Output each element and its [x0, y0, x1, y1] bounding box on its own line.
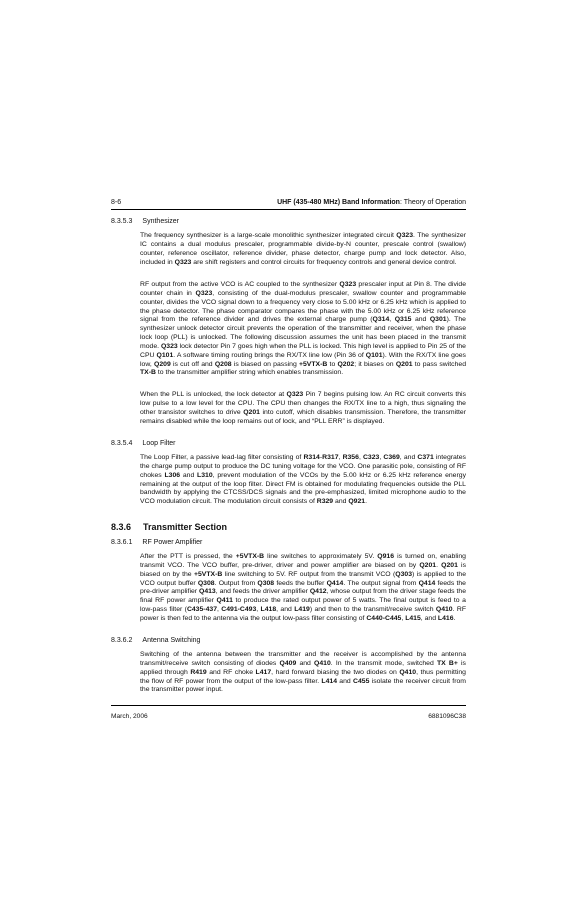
- component-ref: L306: [164, 471, 181, 479]
- text-run: are shift registers and control circuits for frequency controls and general device control.: [191, 258, 457, 266]
- section-heading-synthesizer: [111, 218, 179, 225]
- header-title: [277, 199, 466, 206]
- component-ref: L418: [260, 606, 277, 614]
- component-ref: Q301: [429, 316, 447, 324]
- component-ref: +5VTX-B: [298, 360, 328, 368]
- page-number: 8-6: [111, 199, 122, 206]
- paragraph-synthesizer-1: [140, 232, 466, 267]
- text-run: lock detector Pin 7 goes high when the PLL is locked. This high level is applied to Pin 25 of the CPU: [140, 342, 466, 359]
- text-run: is biased on passing: [231, 360, 299, 368]
- paragraph-synthesizer-3: [140, 391, 466, 426]
- text-run: ) and then to the transmit/receive switch: [309, 606, 436, 614]
- section-heading-antenna-switching: [111, 637, 200, 644]
- section-number: 8.3.6.2: [111, 637, 133, 644]
- section-number: 8.3.5.3: [111, 218, 133, 225]
- component-ref: L415: [405, 614, 421, 622]
- text-run: ,: [401, 614, 406, 622]
- text-run: When the PLL is unlocked, the lock detector at: [140, 391, 287, 398]
- component-ref: L414: [321, 677, 338, 685]
- text-run: is applied through: [140, 659, 466, 676]
- text-run: prescaler input at Pin 8. The divide counter chain in: [140, 281, 466, 297]
- paragraph-rf-power-amplifier: [140, 553, 466, 624]
- text-run: is biased on by the: [140, 561, 467, 578]
- component-ref: Q201: [441, 561, 458, 569]
- section-title: Transmitter Section: [143, 522, 228, 532]
- text-run: , and: [276, 606, 295, 614]
- text-run: into cutoff, which disables transmission. Therefore, the transmitter remains disabled while the loop remains out of lock, and “PLL ERR” is displayed.: [140, 408, 466, 425]
- text-run: and: [411, 316, 430, 324]
- component-ref: Q412: [309, 588, 327, 596]
- component-ref: Q410: [314, 659, 331, 667]
- text-run: and: [333, 498, 349, 506]
- component-ref: +5VTX-B: [235, 553, 265, 560]
- component-ref: L310: [197, 471, 213, 479]
- section-title: Loop Filter: [142, 440, 176, 447]
- component-ref: C371: [417, 454, 434, 461]
- section-title: Synthesizer: [142, 218, 179, 225]
- section-heading-loop-filter: [111, 440, 176, 447]
- text-run: -: [319, 454, 323, 461]
- text-run: ,: [217, 606, 222, 614]
- text-run: ,: [256, 606, 261, 614]
- component-ref: C369: [383, 454, 400, 461]
- paragraph-synthesizer-2: [140, 281, 466, 378]
- header-title-bold: UHF (435-480 MHz) Band Information: [277, 199, 400, 206]
- component-ref: Q323: [160, 342, 178, 350]
- component-ref: Q201: [419, 561, 437, 569]
- text-run: line switches to approximately 5V.: [264, 553, 378, 560]
- component-ref: C435-437: [186, 606, 217, 614]
- component-ref: Q409: [279, 659, 297, 667]
- component-ref: Q414: [326, 579, 344, 587]
- component-ref: Q208: [214, 360, 232, 368]
- text-run: .: [436, 561, 442, 569]
- section-heading-rf-power-amplifier: [111, 539, 202, 546]
- text-run: feeds the pre-driver amplifier: [140, 579, 466, 596]
- component-ref: R314: [303, 454, 320, 461]
- text-run: Switching of the antenna between the transmitter and the receiver is accomplished by the antenna transmit/receive switch consisting of diodes: [140, 651, 466, 667]
- component-ref: Q323: [339, 281, 357, 288]
- component-ref: Q410: [435, 606, 453, 614]
- text-run: The frequency synthesizer is a large-scale monolithic synthesizer integrated circuit: [140, 232, 397, 239]
- header-rule: [111, 209, 466, 210]
- component-ref: C491-C493: [221, 606, 257, 614]
- text-run: . Output from: [214, 579, 258, 587]
- text-run: , and: [420, 614, 438, 622]
- component-ref: C455: [353, 677, 370, 685]
- section-heading-transmitter: [111, 522, 227, 532]
- text-run: , hard forward biasing the two diodes on: [271, 668, 400, 676]
- text-run: integrates the charge pump output to produce the DC tuning voltage for the VCO. One parasitic pole, consisting of RF chokes: [140, 454, 466, 479]
- component-ref: L419: [294, 606, 310, 614]
- component-ref: +5VTX-B: [193, 570, 223, 578]
- text-run: ,: [389, 316, 395, 324]
- text-run: , and feeds the driver amplifier: [215, 588, 310, 596]
- text-run: .: [365, 498, 368, 506]
- text-run: feeds the buffer: [274, 579, 327, 587]
- component-ref: Q916: [377, 553, 395, 560]
- component-ref: Q411: [216, 597, 233, 605]
- component-ref: Q101: [156, 351, 174, 359]
- text-run: .: [453, 614, 456, 622]
- component-ref: Q101: [365, 351, 383, 359]
- component-ref: Q323: [286, 391, 304, 398]
- component-ref: Q323: [195, 289, 213, 297]
- component-ref: Q314: [372, 316, 390, 324]
- component-ref: Q308: [197, 579, 215, 587]
- component-ref: Q201: [243, 408, 260, 416]
- component-ref: TX B+: [436, 659, 458, 667]
- text-run: to: [327, 360, 338, 368]
- text-run: and: [180, 471, 198, 479]
- text-run: ). With the RX/TX line goes low,: [140, 351, 466, 368]
- text-run: ,: [358, 454, 363, 461]
- text-run: , consisting of the dual-modulus prescaler, swallow counter and programmable counter, divides the VCO signal down to a frequency very close to 5.00 kHz or 6.25 kHz which is applied to the phase detector. The phase comparator compares the phase with the 5.00 kHz or 6.25 kHz reference signal from the reference divider and drives the external charge pump (: [140, 289, 466, 324]
- component-ref: Q413: [199, 588, 216, 596]
- text-run: . In the transmit mode, switched: [330, 659, 437, 667]
- component-ref: R317: [322, 454, 339, 461]
- text-run: . The output signal from: [343, 579, 419, 587]
- component-ref: Q209: [154, 360, 171, 368]
- component-ref: Q202: [337, 360, 355, 368]
- text-run: to the transmitter amplifier string which enables transmission.: [155, 369, 344, 377]
- component-ref: R329: [316, 498, 334, 506]
- text-run: to produce the rated output power of 5 watts. The final output is feed to a low-pass filter (: [140, 597, 466, 614]
- text-run: . A software timing routing brings the RX/TX line low (Pin 36 of: [173, 351, 366, 359]
- component-ref: R419: [190, 668, 207, 676]
- component-ref: C440-C445: [366, 614, 402, 622]
- header-title-rest: : Theory of Operation: [399, 199, 466, 206]
- text-run: . The synthesizer IC contains a dual modulus prescaler, programmable divide-by-N counter, prescale control (swallow) counter, reference oscillator, reference divider, phase detector, charge pump and lock detector. Also, included in: [140, 232, 466, 266]
- text-run: isolate the receiver circuit from the transmitter power input.: [140, 677, 466, 694]
- text-run: and: [337, 677, 354, 685]
- text-run: After the PTT is pressed, the: [140, 553, 236, 560]
- section-title: RF Power Amplifier: [142, 539, 203, 546]
- text-run: , whose output from the driver stage feeds the final RF power amplifier: [140, 588, 466, 605]
- component-ref: L417: [255, 668, 272, 676]
- section-number: 8.3.5.4: [111, 440, 133, 447]
- text-run: Pin 7 begins pulsing low. An RC circuit converts this low pulse to a low level for the CPU. The CPU then changes the RX/TX line to a high, thus signaling the other transistor switches to drive: [140, 391, 466, 416]
- component-ref: Q323: [396, 232, 414, 239]
- paragraph-antenna-switching: [140, 651, 466, 695]
- text-run: ) is applied to the VCO output buffer: [140, 570, 466, 587]
- text-run: The Loop Filter, a passive lead-lag filter consisting of: [140, 454, 304, 461]
- component-ref: C323: [362, 454, 380, 461]
- text-run: ; it biases on: [354, 360, 396, 368]
- text-run: line switching to 5V. RF output from the transmit VCO (: [222, 570, 396, 578]
- component-ref: Q414: [418, 579, 436, 587]
- text-run: ). The synthesizer unlock detector circuit prevents the operation of the transmitter and receiver, when the phase lock loop (PLL) is unlocked. The following discussion assumes the unit has been placed in the transmit mode.: [140, 316, 466, 350]
- component-ref: Q201: [395, 360, 413, 368]
- text-run: . RF power is then fed to the antenna via the output low-pass filter consisting of: [140, 606, 467, 622]
- text-run: ,: [338, 454, 343, 461]
- footer-date: March, 2006: [111, 713, 148, 720]
- text-run: ,: [379, 454, 384, 461]
- component-ref: Q323: [174, 258, 192, 266]
- component-ref: Q315: [394, 316, 412, 324]
- component-ref: Q921: [348, 498, 366, 506]
- footer-rule: [111, 705, 466, 706]
- section-title: Antenna Switching: [142, 637, 201, 644]
- section-number: 8.3.6.1: [111, 539, 133, 546]
- text-run: RF output from the active VCO is AC coupled to the synthesizer: [140, 281, 340, 288]
- text-run: is cut off and: [170, 360, 215, 368]
- text-run: , and: [399, 454, 418, 461]
- component-ref: TX-B: [140, 369, 156, 377]
- text-run: and: [296, 659, 315, 667]
- text-run: , thus permitting the flow of RF power from the output of the low-pass filter.: [140, 668, 466, 685]
- footer-doc-number: 6881096C38: [428, 713, 466, 720]
- paragraph-loop-filter: [140, 454, 466, 507]
- text-run: to pass switched: [412, 360, 467, 368]
- component-ref: Q303: [395, 570, 413, 578]
- text-run: and RF choke: [206, 668, 256, 676]
- component-ref: L416: [437, 614, 454, 622]
- component-ref: Q308: [257, 579, 275, 587]
- text-run: , prevent modulation of the VCOs by the 5.00 kHz or 6.25 kHz reference energy remaining at the output of the loop filter. Direct FM is obtained for modulating frequencies outside the PLL bandwidth by applying the CTCSS/DCS signals and the pre-emphasized, limited microphone audio to the VCO modulation circuit. The modulation circuit consists of: [140, 471, 466, 506]
- component-ref: R356: [342, 454, 359, 461]
- component-ref: Q410: [399, 668, 417, 676]
- text-run: is turned on, enabling transmit VCO. The VCO buffer, pre-driver, driver and power amplifier are biased on by: [140, 553, 466, 569]
- section-number: 8.3.6: [111, 522, 132, 532]
